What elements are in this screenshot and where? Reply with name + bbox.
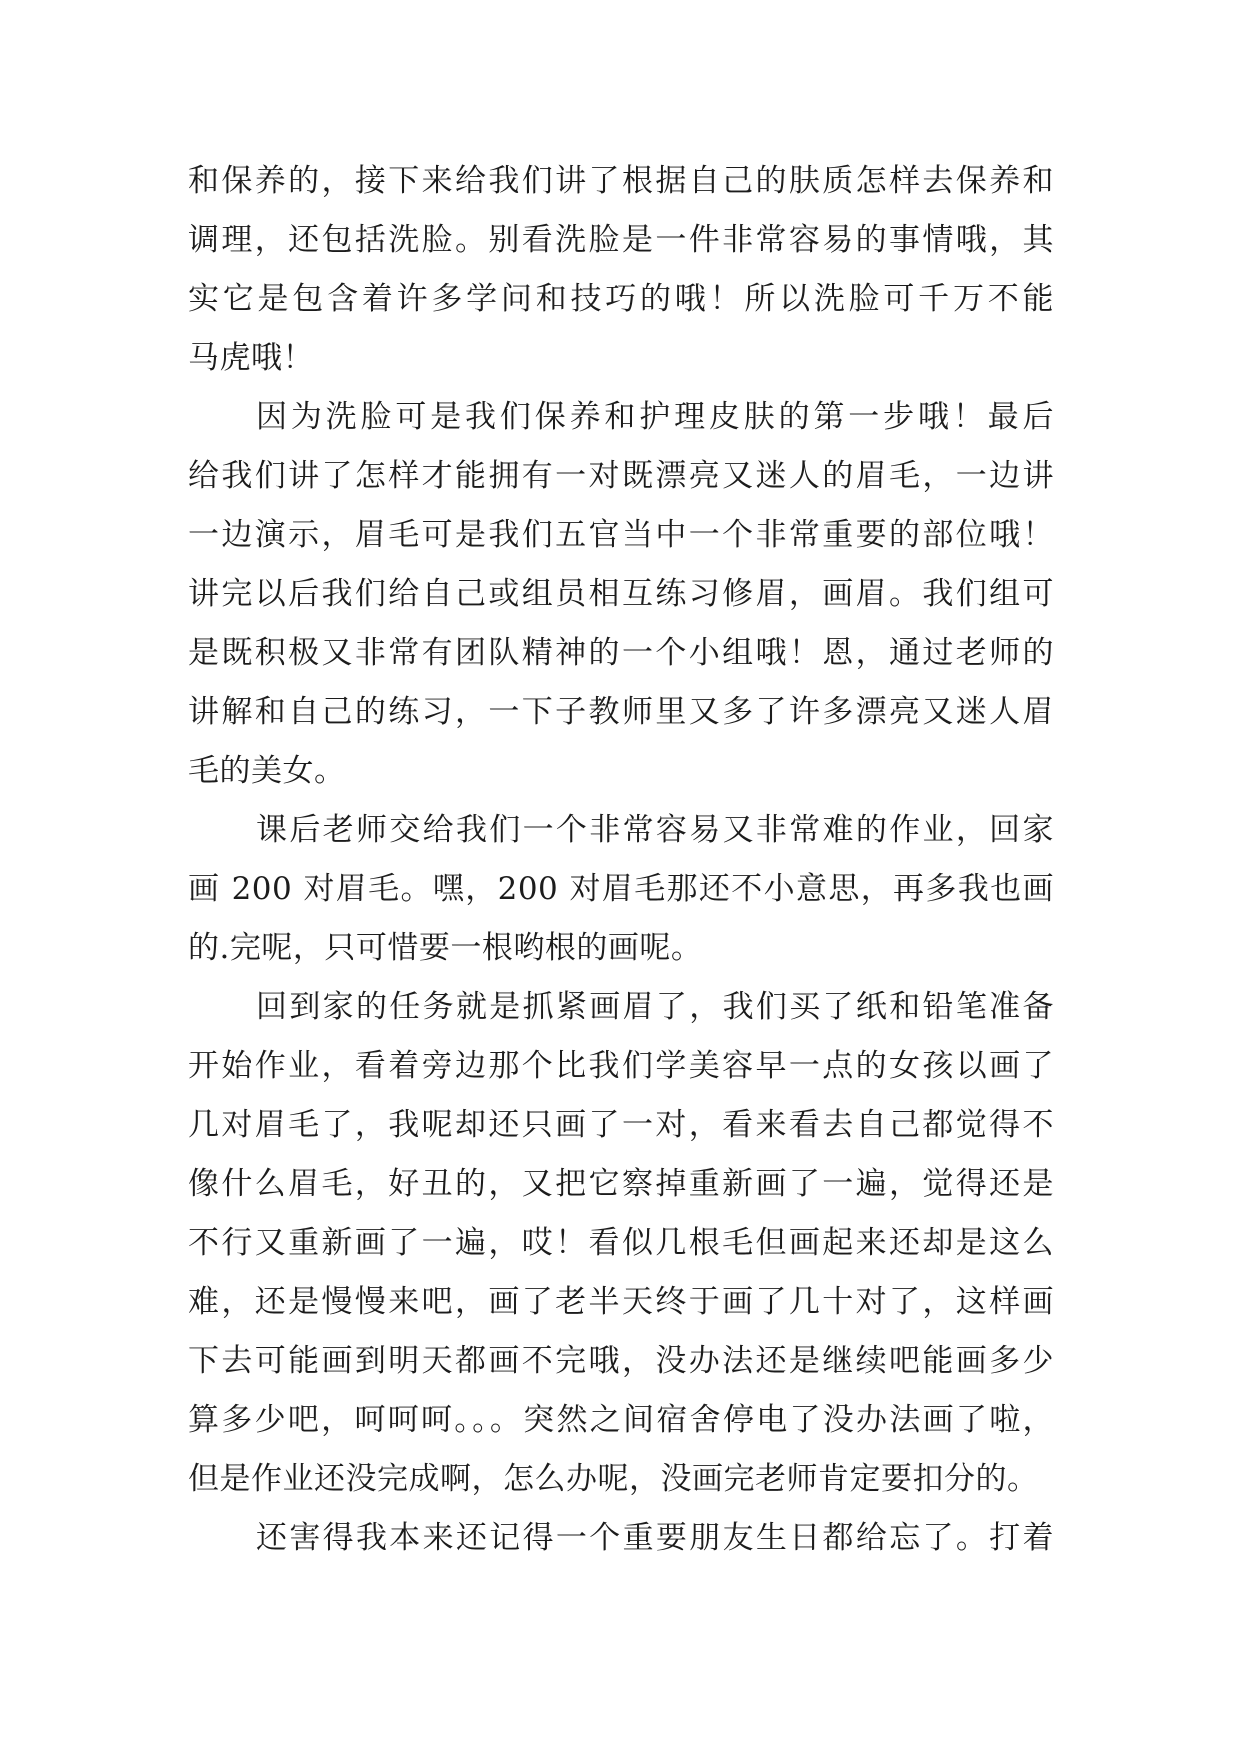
text-line: 几对眉毛了，我呢却还只画了一对，看来看去自己都觉得不 [188,1107,1054,1143]
text-line: 不行又重新画了一遍，哎！看似几根毛但画起来还却是这么 [188,1225,1054,1261]
paragraph [188,978,1054,1509]
text-line: 算多少吧，呵呵呵。。。突然之间宿舍停电了没办法画了啦， [188,1402,1054,1438]
document-body [188,152,1054,1568]
text-line: 画 200 对眉毛。嘿，200 对眉毛那还不小意思，再多我也画 [188,871,1054,907]
text-line: 是既积极又非常有团队精神的一个小组哦！恩，通过老师的 [188,635,1054,671]
text-line: 像什么眉毛，好丑的，又把它察掉重新画了一遍，觉得还是 [188,1166,1054,1202]
paragraph [188,1509,1054,1568]
text-line: 还害得我本来还记得一个重要朋友生日都给忘了。打着 [256,1520,1054,1556]
text-line: 讲完以后我们给自己或组员相互练习修眉，画眉。我们组可 [188,576,1054,612]
text-line: 和保养的，接下来给我们讲了根据自己的肤质怎样去保养和 [188,163,1054,199]
text-line: 难，还是慢慢来吧，画了老半天终于画了几十对了，这样画 [188,1284,1054,1320]
paragraph [188,152,1054,388]
text-line: 下去可能画到明天都画不完哦，没办法还是继续吧能画多少 [188,1343,1054,1379]
paragraph [188,388,1054,801]
text-line: 开始作业，看着旁边那个比我们学美容早一点的女孩以画了 [188,1048,1054,1084]
text-line: 给我们讲了怎样才能拥有一对既漂亮又迷人的眉毛，一边讲 [188,458,1054,494]
paragraph [188,801,1054,978]
text-line: 因为洗脸可是我们保养和护理皮肤的第一步哦！最后 [256,399,1054,435]
text-line: 回到家的任务就是抓紧画眉了，我们买了纸和铅笔准备 [256,989,1054,1025]
text-line: 马虎哦！ [188,340,314,376]
text-line: 一边演示，眉毛可是我们五官当中一个非常重要的部位哦！ [188,517,1054,553]
text-line: 调理，还包括洗脸。别看洗脸是一件非常容易的事情哦，其 [188,222,1054,258]
text-line: 毛的美女。 [188,753,346,789]
text-line: 讲解和自己的练习，一下子教师里又多了许多漂亮又迷人眉 [188,694,1054,730]
text-line: 课后老师交给我们一个非常容易又非常难的作业，回家 [256,812,1054,848]
text-line: 的.完呢，只可惜要一根哟根的画呢。 [188,930,703,966]
text-line: 但是作业还没完成啊，怎么办呢，没画完老师肯定要扣分的。 [188,1461,1039,1497]
text-line: 实它是包含着许多学问和技巧的哦！所以洗脸可千万不能 [188,281,1054,317]
